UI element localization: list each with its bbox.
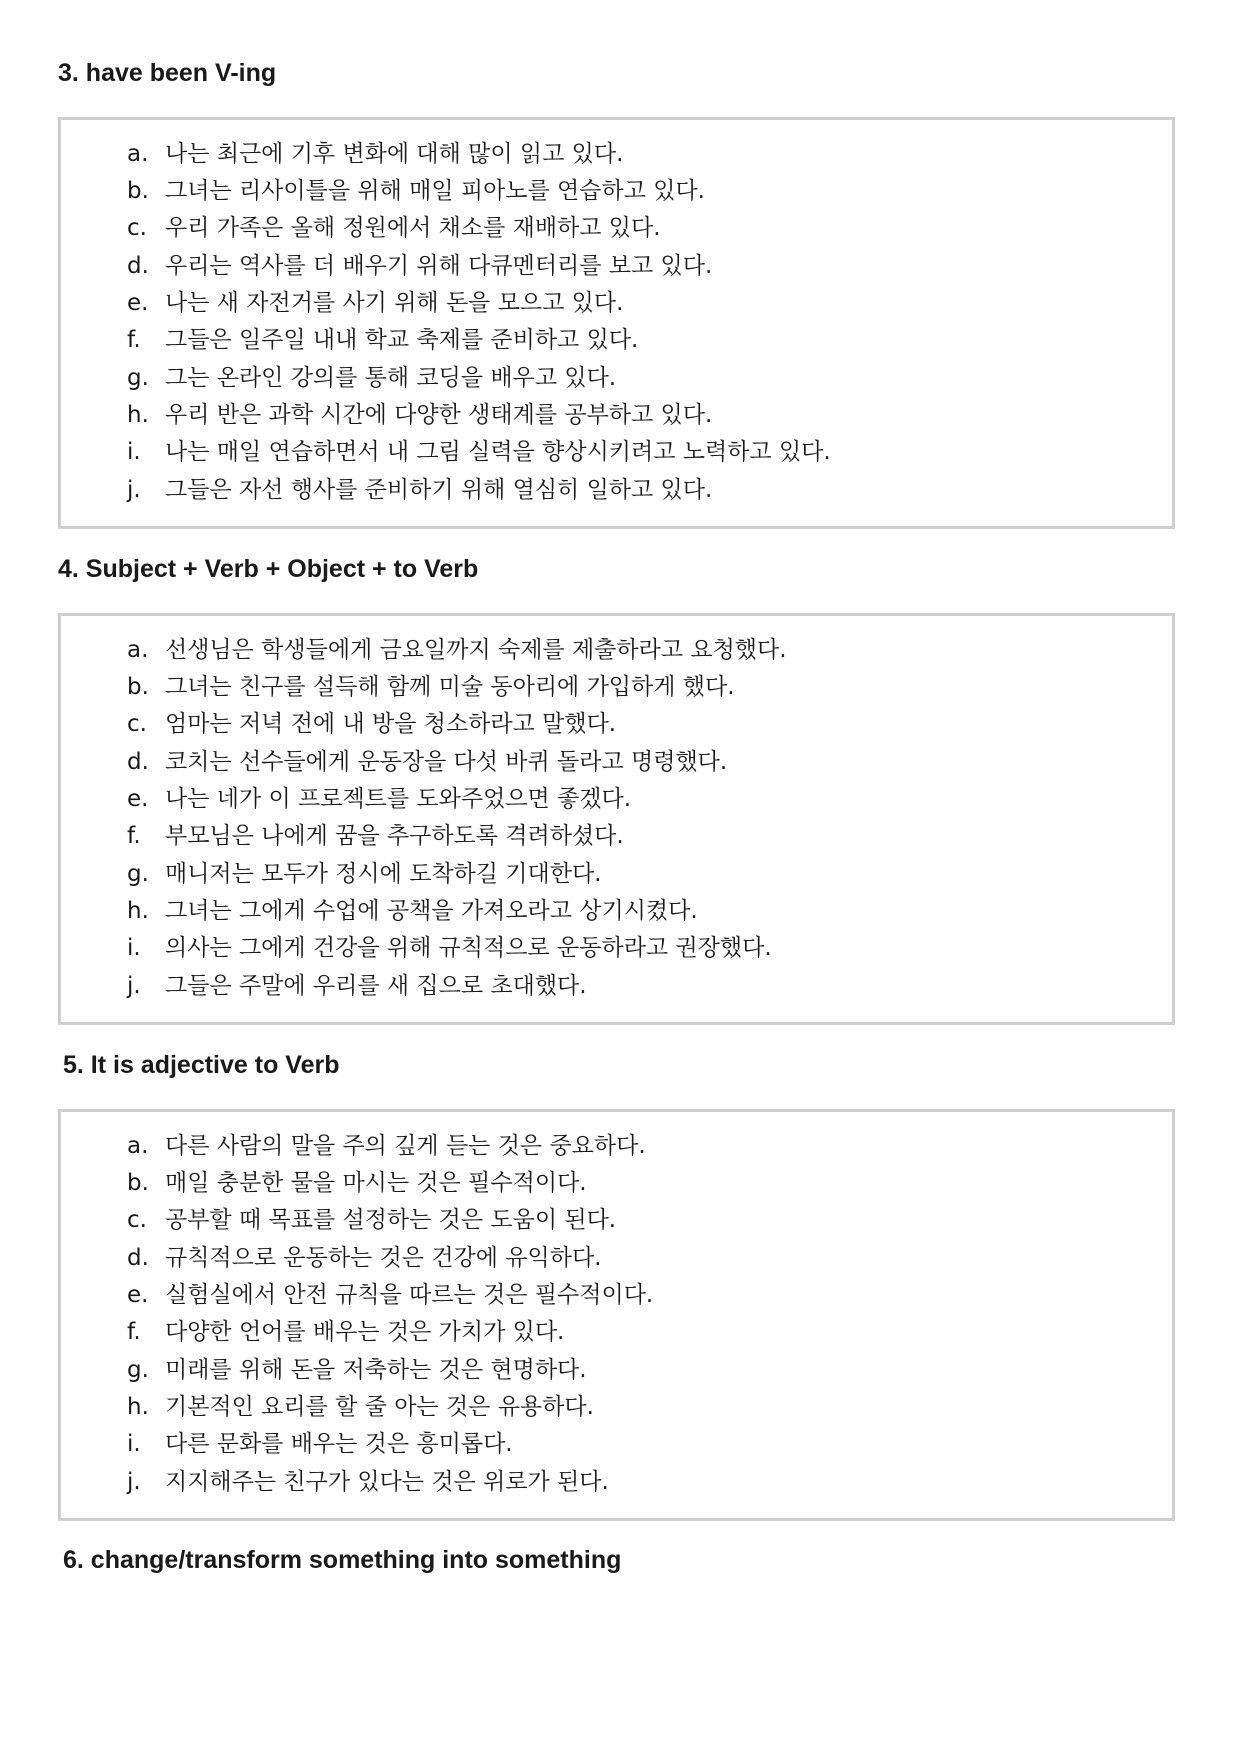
item-text: 미래를 위해 돈을 저축하는 것은 현명하다. (165, 1357, 587, 1383)
list-item (127, 325, 638, 355)
item-letter: i. (127, 439, 141, 465)
item-text: 우리는 역사를 더 배우기 위해 다큐멘터리를 보고 있다. (165, 253, 713, 279)
item-text: 선생님은 학생들에게 금요일까지 숙제를 제출하라고 요청했다. (165, 637, 787, 663)
item-letter: b. (127, 1170, 149, 1196)
list-item (127, 400, 712, 430)
list-item (127, 1429, 513, 1459)
item-text: 매일 충분한 물을 마시는 것은 필수적이다. (165, 1170, 587, 1196)
item-text: 공부할 때 목표를 설정하는 것은 도움이 된다. (165, 1207, 617, 1233)
item-text: 다른 사람의 말을 주의 깊게 듣는 것은 중요하다. (165, 1133, 646, 1159)
item-letter: e. (127, 786, 149, 812)
item-letter: j. (127, 973, 141, 999)
item-letter: h. (127, 402, 149, 428)
list-item (127, 1243, 601, 1273)
list-item (127, 1205, 616, 1235)
item-text: 그녀는 리사이틀을 위해 매일 피아노를 연습하고 있다. (165, 178, 705, 204)
section-3-box (58, 117, 1175, 529)
item-letter: h. (127, 898, 149, 924)
item-letter: a. (127, 1133, 149, 1159)
item-letter: c. (127, 215, 147, 241)
item-letter: b. (127, 674, 149, 700)
list-item (127, 251, 712, 281)
item-text: 의사는 그에게 건강을 위해 규칙적으로 운동하라고 권장했다. (165, 935, 772, 961)
item-text: 나는 최근에 기후 변화에 대해 많이 읽고 있다. (165, 141, 624, 167)
list-item (127, 821, 624, 851)
item-letter: b. (127, 178, 149, 204)
item-letter: c. (127, 1207, 147, 1233)
list-item (127, 672, 735, 702)
item-letter: j. (127, 477, 141, 503)
item-letter: d. (127, 253, 149, 279)
list-item (127, 363, 616, 393)
list-item (127, 1392, 594, 1422)
list-item (127, 933, 772, 963)
list-item (127, 747, 727, 777)
item-text: 지지해주는 친구가 있다는 것은 위로가 된다. (165, 1469, 609, 1495)
section-4-box (58, 613, 1175, 1025)
item-letter: h. (127, 1394, 149, 1420)
item-letter: a. (127, 637, 149, 663)
item-text: 기본적인 요리를 할 줄 아는 것은 유용하다. (165, 1394, 594, 1420)
item-letter: f. (127, 823, 141, 849)
section-4-heading: 4. Subject + Verb + Object + to Verb (58, 555, 479, 583)
item-letter: f. (127, 1319, 141, 1345)
item-letter: i. (127, 935, 141, 961)
list-item (127, 288, 623, 318)
list-item (127, 709, 616, 739)
item-letter: d. (127, 1245, 149, 1271)
list-item (127, 1131, 646, 1161)
item-text: 매니저는 모두가 정시에 도착하길 기대한다. (165, 861, 602, 887)
item-text: 그녀는 그에게 수업에 공책을 가져오라고 상기시켰다. (165, 898, 698, 924)
list-item (127, 1317, 564, 1347)
item-text: 다양한 언어를 배우는 것은 가치가 있다. (165, 1319, 565, 1345)
item-letter: c. (127, 711, 147, 737)
item-text: 그들은 일주일 내내 학교 축제를 준비하고 있다. (165, 327, 639, 353)
list-item (127, 475, 712, 505)
item-text: 코치는 선수들에게 운동장을 다섯 바퀴 돌라고 명령했다. (165, 749, 728, 775)
list-item (127, 1467, 609, 1497)
item-text: 우리 가족은 올해 정원에서 채소를 재배하고 있다. (165, 215, 661, 241)
item-letter: g. (127, 365, 149, 391)
section-3-heading: 3. have been V-ing (58, 59, 277, 87)
item-letter: j. (127, 1469, 141, 1495)
item-letter: e. (127, 290, 149, 316)
list-item (127, 1168, 587, 1198)
item-text: 엄마는 저녁 전에 내 방을 청소하라고 말했다. (165, 711, 617, 737)
list-item (127, 784, 631, 814)
item-letter: d. (127, 749, 149, 775)
list-item (127, 437, 831, 467)
list-item (127, 635, 787, 665)
section-6-heading: 6. change/transform something into something (63, 1546, 622, 1574)
list-item (127, 176, 705, 206)
item-text: 나는 새 자전거를 사기 위해 돈을 모으고 있다. (165, 290, 624, 316)
item-text: 그들은 주말에 우리를 새 집으로 초대했다. (165, 973, 587, 999)
list-item (127, 213, 661, 243)
list-item (127, 139, 623, 169)
list-item (127, 859, 601, 889)
item-text: 다른 문화를 배우는 것은 흥미롭다. (165, 1431, 513, 1457)
list-item (127, 896, 698, 926)
item-letter: a. (127, 141, 149, 167)
section-5-box (58, 1109, 1175, 1521)
item-letter: g. (127, 1357, 149, 1383)
list-item (127, 1280, 653, 1310)
list-item (127, 1355, 587, 1385)
item-letter: f. (127, 327, 141, 353)
item-text: 나는 네가 이 프로젝트를 도와주었으면 좋겠다. (165, 786, 632, 812)
item-text: 우리 반은 과학 시간에 다양한 생태계를 공부하고 있다. (165, 402, 713, 428)
item-letter: i. (127, 1431, 141, 1457)
item-text: 부모님은 나에게 꿈을 추구하도록 격려하셨다. (165, 823, 624, 849)
item-text: 그는 온라인 강의를 통해 코딩을 배우고 있다. (165, 365, 617, 391)
item-letter: g. (127, 861, 149, 887)
item-letter: e. (127, 1282, 149, 1308)
item-text: 그녀는 친구를 설득해 함께 미술 동아리에 가입하게 했다. (165, 674, 735, 700)
section-5-heading: 5. It is adjective to Verb (63, 1051, 340, 1079)
item-text: 나는 매일 연습하면서 내 그림 실력을 향상시키려고 노력하고 있다. (165, 439, 831, 465)
item-text: 실험실에서 안전 규칙을 따르는 것은 필수적이다. (165, 1282, 654, 1308)
list-item (127, 971, 587, 1001)
item-text: 규칙적으로 운동하는 것은 건강에 유익하다. (165, 1245, 602, 1271)
item-text: 그들은 자선 행사를 준비하기 위해 열심히 일하고 있다. (165, 477, 713, 503)
